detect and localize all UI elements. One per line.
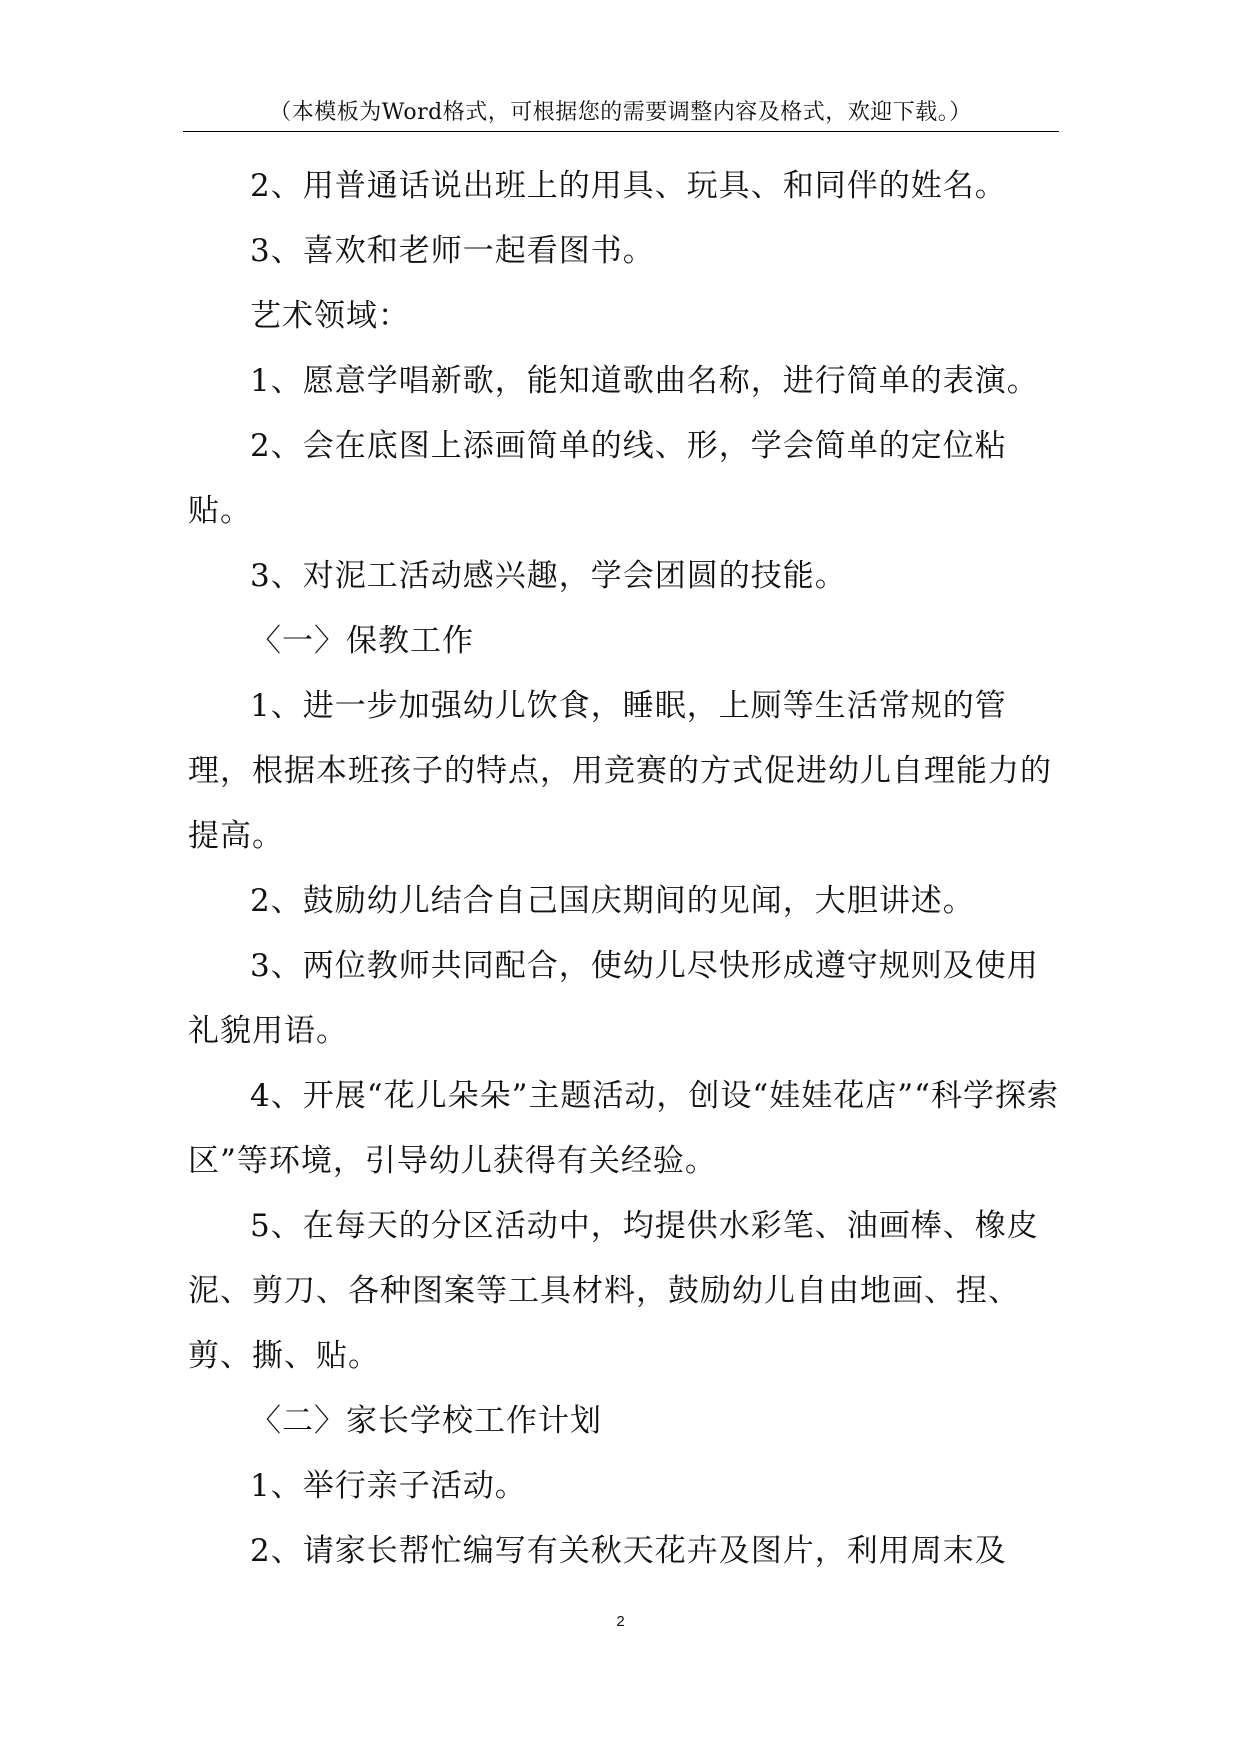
page-number: 2 bbox=[616, 1613, 625, 1630]
paragraph: 2、用普通话说出班上的用具、玩具、和同伴的姓名。 bbox=[250, 168, 1007, 204]
paragraph: 2、鼓励幼儿结合自己国庆期间的见闻，大胆讲述。 bbox=[250, 883, 975, 919]
section-heading-care-education: 〈一〉保教工作 bbox=[250, 623, 474, 659]
paragraph: 4、开展“花儿朵朵”主题活动，创设“娃娃花店”“科学探索区”等环境，引导幼儿获得有关经验。 bbox=[188, 1078, 1059, 1179]
document-body bbox=[188, 154, 1068, 1584]
section-heading-parent-school: 〈二〉家长学校工作计划 bbox=[250, 1403, 602, 1439]
paragraph: 2、会在底图上添画简单的线、形，学会简单的定位粘贴。 bbox=[188, 428, 1007, 529]
paragraph: 3、对泥工活动感兴趣，学会团圆的技能。 bbox=[250, 558, 847, 594]
page-header-note: （本模板为Word格式，可根据您的需要调整内容及格式，欢迎下载。） bbox=[269, 100, 972, 125]
paragraph: 1、愿意学唱新歌，能知道歌曲名称，进行简单的表演。 bbox=[250, 363, 1039, 399]
paragraph: 3、两位教师共同配合，使幼儿尽快形成遵守规则及使用礼貌用语。 bbox=[188, 948, 1039, 1049]
header-divider bbox=[183, 131, 1059, 132]
paragraph: 3、喜欢和老师一起看图书。 bbox=[250, 233, 655, 269]
paragraph: 5、在每天的分区活动中，均提供水彩笔、油画棒、橡皮泥、剪刀、各种图案等工具材料，鼓励幼儿自由地画、捏、剪、撕、贴。 bbox=[188, 1208, 1039, 1374]
paragraph: 1、进一步加强幼儿饮食，睡眠，上厕等生活常规的管理，根据本班孩子的特点，用竞赛的方式促进幼儿自理能力的提高。 bbox=[188, 688, 1052, 854]
paragraph: 1、举行亲子活动。 bbox=[250, 1468, 527, 1504]
paragraph: 2、请家长帮忙编写有关秋天花卉及图片，利用周末及 bbox=[250, 1533, 1007, 1569]
section-heading-art: 艺术领域： bbox=[250, 298, 410, 334]
